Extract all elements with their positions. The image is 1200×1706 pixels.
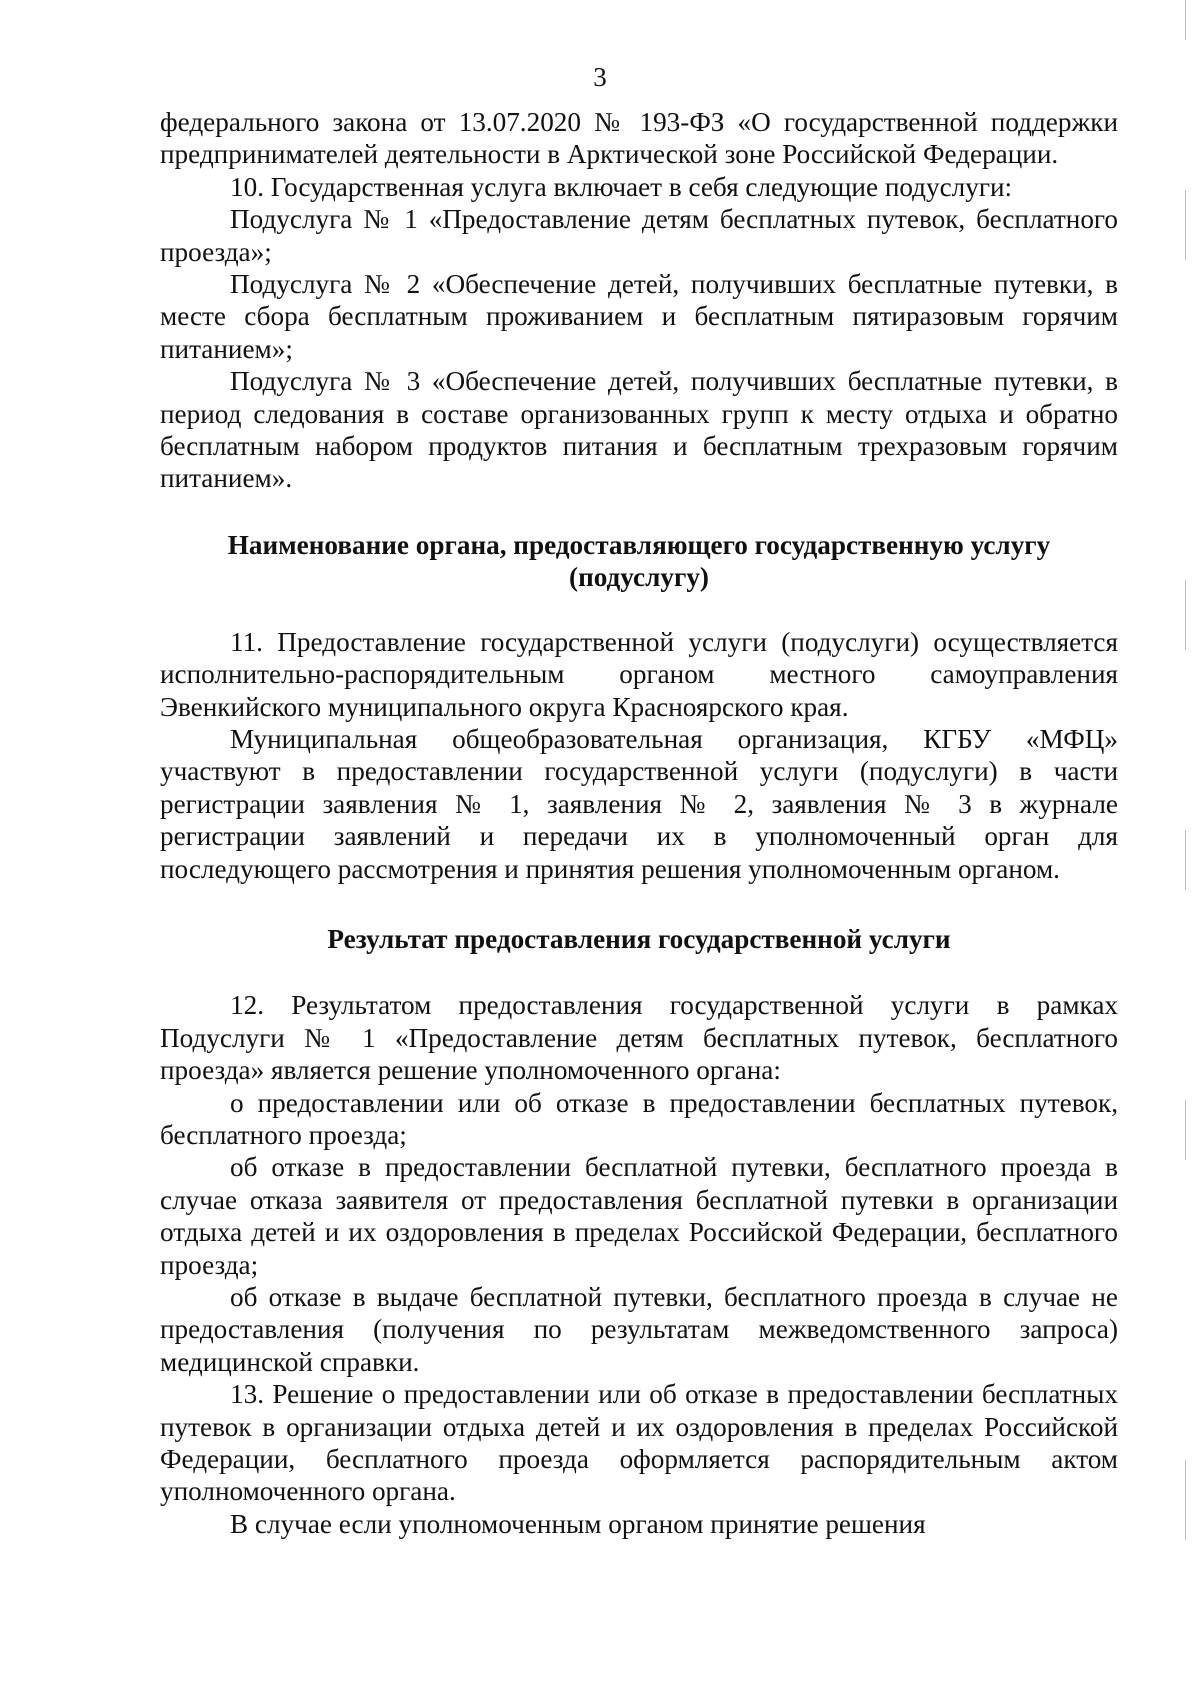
paragraph: 11. Предоставление государственной услуги (подуслуги) осуществляется исполнительно-распорядительным органом местного самоуправления Эвенкийского муниципального округа Красноярского края. bbox=[160, 626, 1118, 722]
paragraph: о предоставлении или об отказе в предоставлении бесплатных путевок, бесплатного проезда; bbox=[160, 1087, 1118, 1150]
section-heading: Результат предоставления государственной услуги bbox=[327, 923, 951, 954]
paragraph: Муниципальная общеобразовательная организация, КГБУ «МФЦ» участвуют в предоставлении государственной услуги (подуслуги) в части регистрации заявления № 1, заявления № 2, заявления № 3 в журнале регистрации заявлений и передачи их в уполномоченный орган для последующего рассмотрения и принятия решения уполномоченным органом. bbox=[160, 723, 1118, 884]
scan-edge-line bbox=[1185, 190, 1186, 260]
paragraph: Подуслуга № 3 «Обеспечение детей, получивших бесплатные путевки, в период следования в составе организованных групп к месту отдыха и обратно бесплатным набором продуктов питания и бесплатным трехразовым горячим питанием». bbox=[160, 366, 1118, 494]
spacer bbox=[160, 495, 1118, 529]
paragraph: федерального закона от 13.07.2020 № 193-ФЗ «О государственной поддержки предпринимателей деятельности в Арктической зоне Российской Федерации. bbox=[160, 107, 1118, 170]
scan-edge-line bbox=[1185, 580, 1186, 650]
paragraph: 13. Решение о предоставлении или об отказе в предоставлении бесплатных путевок в организации отдыха детей и их оздоровления в пределах Российской Федерации, бесплатного проезда оформляется распорядительным актом уполномоченного органа. bbox=[160, 1379, 1118, 1507]
scan-edge-line bbox=[1185, 1100, 1186, 1160]
paragraph: 10. Государственная услуга включает в себя следующие подуслуги: bbox=[230, 171, 1013, 202]
scan-edge-line bbox=[1185, 0, 1186, 40]
scan-edge-line bbox=[1185, 830, 1186, 890]
paragraph: Подуслуга № 1 «Предоставление детям бесплатных путевок, бесплатного проезда»; bbox=[160, 204, 1118, 267]
paragraph: 12. Результатом предоставления государственной услуги в рамках Подуслуги № 1 «Предоставление детям бесплатных путевок, бесплатного проезда» является решение уполномоченного органа: bbox=[160, 990, 1118, 1086]
section-heading: Наименование органа, предоставляющего государственную услугу (подуслугу) bbox=[227, 529, 1051, 593]
paragraph: об отказе в выдаче бесплатной путевки, бесплатного проезда в случае не предоставления (получения по результатам межведомственного запроса) медицинской справки. bbox=[160, 1282, 1118, 1377]
paragraph: В случае если уполномоченным органом принятие решения bbox=[230, 1508, 926, 1539]
spacer bbox=[160, 885, 1118, 923]
page-number: 3 bbox=[593, 62, 607, 92]
spacer bbox=[160, 955, 1118, 989]
document-body bbox=[160, 106, 1118, 1540]
paragraph: об отказе в предоставлении бесплатной путевки, бесплатного проезда в случае отказа заявителя от предоставления бесплатной путевки в организации отдыха детей и их оздоровления в пределах Российской Федерации, бесплатного проезда; bbox=[160, 1152, 1118, 1280]
paragraph: Подуслуга № 2 «Обеспечение детей, получивших бесплатные путевки, в месте сбора бесплатным проживанием и бесплатным пятиразовым горячим питанием»; bbox=[160, 269, 1118, 364]
spacer bbox=[160, 594, 1118, 626]
scan-edge-line bbox=[1185, 1460, 1186, 1540]
